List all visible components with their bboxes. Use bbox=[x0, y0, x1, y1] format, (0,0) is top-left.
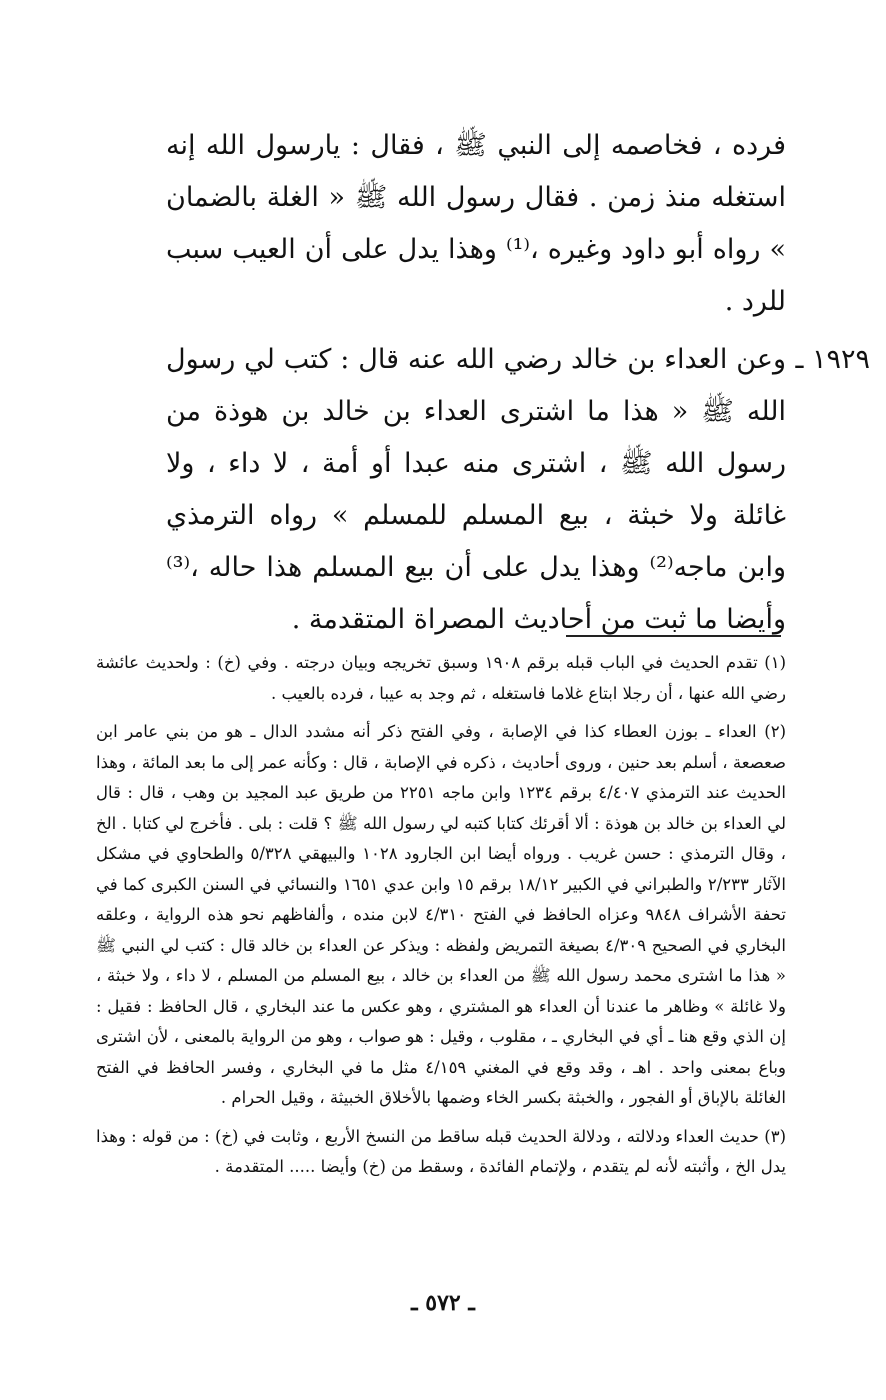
main-text bbox=[166, 120, 870, 646]
paragraph-1: فرده ، فخاصمه إلى النبي ﷺ ، فقال : يارسول الله إنه استغله منذ زمن . فقال رسول الله ﷺ « الغلة بالضمان » رواه أبو داود وغيره ،⁽¹⁾ وهذا يدل على أن العيب سبب للرد . bbox=[166, 130, 786, 317]
footnote-1: (١) تقدم الحديث في الباب قبله برقم ١٩٠٨ وسبق تخريجه وبيان درجته . وفي (خ) : ولحديث عائشة رضي الله عنها ، أن رجلا ابتاع غلاما فاستغله ، ثم وجد به عيبا ، فرده بالعيب . bbox=[96, 653, 786, 703]
entry-number: ١٩٢٩ ـ bbox=[795, 344, 870, 375]
hadith-entry-1929 bbox=[166, 334, 870, 646]
footnote-2: (٢) العداء ـ بوزن العطاء كذا في الإصابة ، وفي الفتح ذكر أنه مشدد الدال ـ هو من بني عامر ابن صعصعة ، أسلم بعد حنين ، وروى أحاديث ، ذكره في الإصابة ، قال : وكأنه عمر إلى ما بعد المائة ، وهذا الحديث عند الترمذي ٤/٤٠٧ برقم ١٢٣٤ وابن ماجه ٢٢٥١ من طريق عبد المجيد بن وهب ، قال : قال لي العداء بن خالد بن هوذة : ألا أقرئك كتابا كتبه لي رسول الله ﷺ ؟ قلت : بلى . فأخرج لي كتابا . الخ ، وقال الترمذي : حسن غريب . ورواه أيضا ابن الجارود ١٠٢٨ والبيهقي ٥/٣٢٨ والطحاوي في مشكل الآثار ٢/٢٣٣ والطبراني في الكبير ١٨/١٢ برقم ١٥ وابن عدي ١٦٥١ والنسائي في السنن الكبرى كما في تحفة الأشراف ٩٨٤٨ وعزاه الحافظ في الفتح ٤/٣١٠ لابن منده ، وألفاظهم نحو هذه الرواية ، وعلقه البخاري في الصحيح ٤/٣٠٩ بصيغة التمريض ولفظه : ويذكر عن العداء بن خالد قال : كتب لي النبي ﷺ « هذا ما اشترى محمد رسول الله ﷺ من العداء بن خالد ، بيع المسلم من المسلم ، لا داء ، ولا خبثة ، ولا غائلة » وظاهر ما عندنا أن العداء هو المشتري ، وهو عكس ما عند البخاري ، قال الحافظ : فقيل : إن الذي وقع هنا ـ أي في البخاري ـ ، مقلوب ، وقيل : هو صواب ، وهو من الرواية بالمعنى ، لأن اشترى وباع بمعنى واحد . اهـ ، وقد وقع في المغني ٤/١٥٩ مثل ما في البخاري ، وفسر الحافظ في الفتح الغائلة بالإباق أو الفجور ، والخبثة بكسر الخاء وضمها بالأخلاق الخبيثة ، وقيل الحرام . bbox=[96, 722, 787, 1107]
footnote-3: (٣) حديث العداء ودلالته ، ودلالة الحديث قبله ساقط من النسخ الأربع ، وثابت في (خ) : من قوله : وهذا يدل الخ ، وأثبته لأنه لم يتقدم ، ولإتمام الفائدة ، وسقط من (خ) وأيضا ..... المتقدمة . bbox=[96, 1126, 786, 1176]
paragraph-2: وعن العداء بن خالد رضي الله عنه قال : كتب لي رسول الله ﷺ « هذا ما اشترى العداء بن خالد بن هوذة من رسول الله ﷺ ، اشترى منه عبدا أو أمة ، لا داء ، ولا غائلة ولا خبثة ، بيع المسلم للمسلم » رواه الترمذي وابن ماجه⁽²⁾ وهذا يدل على أن بيع المسلم هذا حاله ،⁽³⁾ وأيضا ما ثبت من أحاديث المصراة المتقدمة . bbox=[166, 344, 786, 635]
footnote-separator bbox=[566, 635, 781, 637]
page-number: ـ ٥٧٢ ـ bbox=[411, 1290, 475, 1316]
footnotes bbox=[96, 648, 786, 1191]
